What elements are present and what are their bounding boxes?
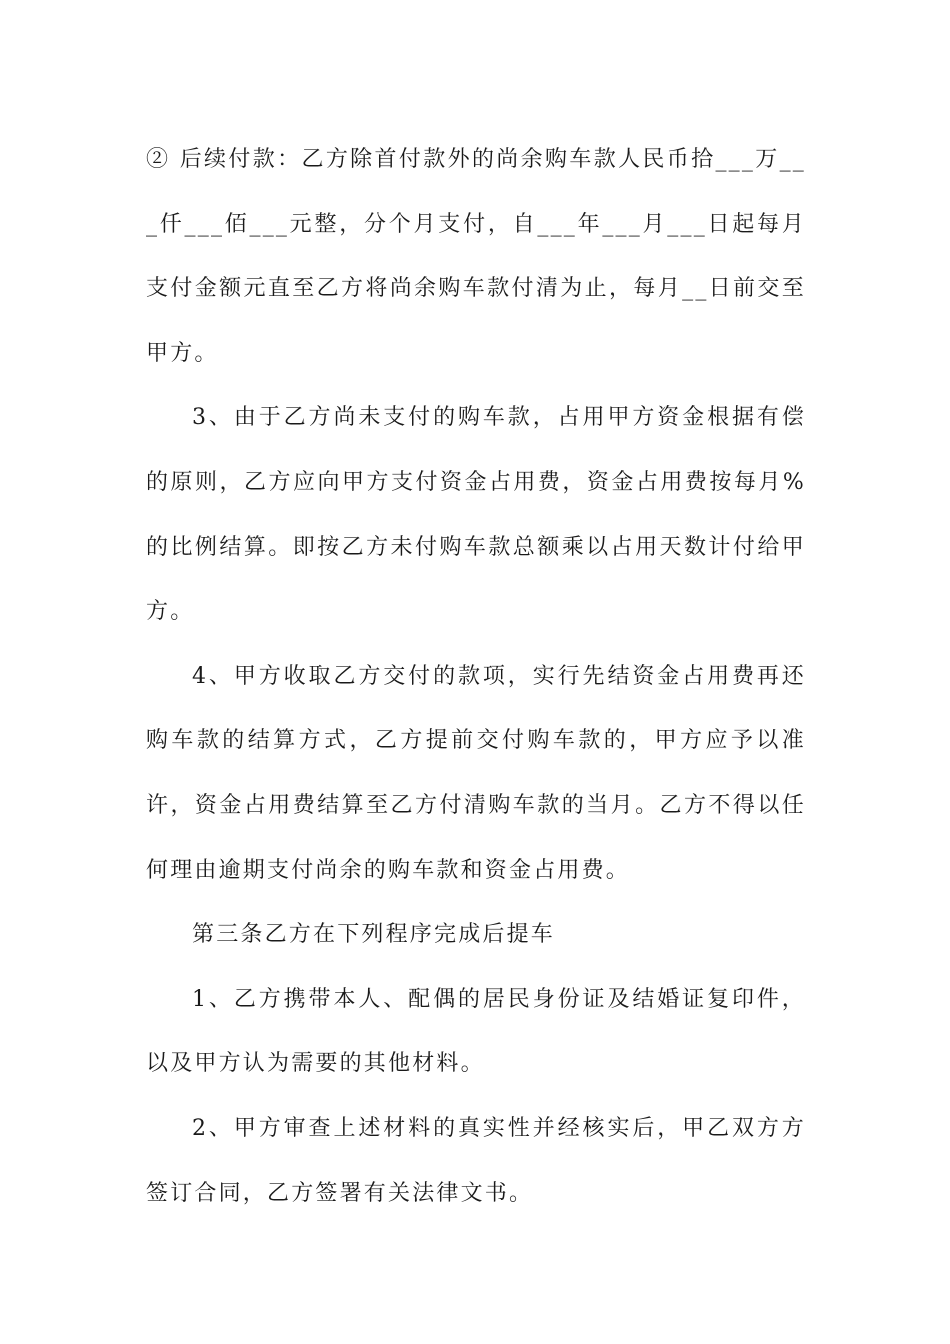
paragraph-clause-4: 4、甲方收取乙方交付的款项，实行先结资金占用费再还购车款的结算方式，乙方提前交付购车款的，甲方应予以准许，资金占用费结算至乙方付清购车款的当月。乙方不得以任何理由逾期支付尚余的购车款和资金占用费。 xyxy=(146,663,806,883)
paragraph-clause-3: 3、由于乙方尚未支付的购车款，占用甲方资金根据有偿的原则，乙方应向甲方支付资金占用费，资金占用费按每月%的比例结算。即按乙方未付购车款总额乘以占用天数计付给甲方。 xyxy=(146,405,806,625)
paragraph-article-3-item-2: 2、甲方审查上述材料的真实性并经核实后，甲乙双方方签订合同，乙方签署有关法律文书。 xyxy=(146,1115,806,1206)
paragraph-article-3-item-1: 1、乙方携带本人、配偶的居民身份证及结婚证复印件，以及甲方认为需要的其他材料。 xyxy=(146,986,806,1077)
document-body xyxy=(146,128,806,1226)
article-3-heading: 第三条乙方在下列程序完成后提车 xyxy=(192,922,556,948)
paragraph-subsequent-payment: ② 后续付款：乙方除首付款外的尚余购车款人民币拾___万___仟___佰___元整，分个月支付，自___年___月___日起每月支付金额元直至乙方将尚余购车款付清为止，每月__日前交至甲方。 xyxy=(146,147,806,366)
